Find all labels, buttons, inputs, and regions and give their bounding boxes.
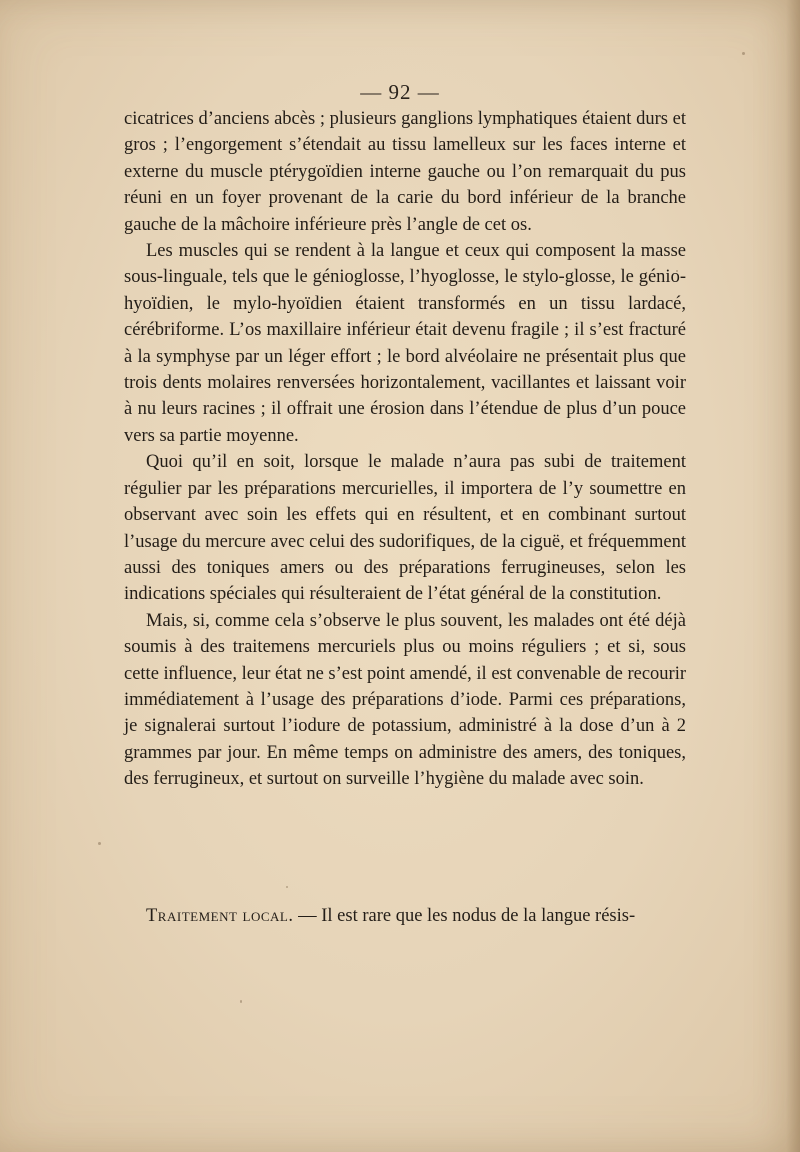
paper-speck [742, 52, 745, 55]
body-text [124, 106, 686, 793]
paragraph-continuation: cicatrices d’anciens abcès ; plusieurs ganglions lymphatiques étaient durs et gros ; l’engorgement s’étendait au tissu lamelleux sur les faces interne et externe du muscle ptérygoïdien interne gauche ou l’on remarquait du pus réuni en un foyer provenant de la carie du bord inférieur de la branche gauche de la mâchoire inférieure près l’angle de cet os. [124, 109, 686, 235]
paragraph-mercurial-treatment: Quoi qu’il en soit, lorsque le malade n’aura pas subi de traitement régulier par les préparations mercurielles, il importera de l’y soumettre en observant avec soin les effets qui en résultent, et en combinant surtout l’usage du mercure avec celui des sudorifiques, de la ciguë, et fréquemment aussi des toniques amers ou des préparations ferrugineuses, selon les indications spéciales qui résulteraient de l’état général de la constitution. [124, 452, 686, 605]
page-edge-shadow [786, 0, 800, 1152]
paper-speck [240, 1000, 242, 1003]
paper-speck [98, 842, 101, 845]
section-local-treatment [146, 903, 686, 929]
paper-speck [286, 886, 288, 888]
page-number: — 92 — [360, 80, 440, 104]
section-text: Il est rare que les nodus de la langue résis- [321, 906, 636, 926]
section-dash: — [293, 906, 322, 926]
paragraph-iodine-treatment: Mais, si, comme cela s’observe le plus souvent, les malades ont été déjà soumis à des traitemens mercuriels plus ou moins réguliers ; et si, sous cette influence, leur état ne s’est point amendé, il est convenable de recourir immédiatement à l’usage des préparations d’iode. Parmi ces préparations, je signalerai surtout l’iodure de potassium, administré à la dose d’un à 2 grammes par jour. En même temps on administre des amers, des toniques, des ferrugineux, et surtout on surveille l’hygiène du malade avec soin. [124, 610, 686, 790]
section-heading: Traitement local. [146, 906, 294, 926]
paper-speck [676, 270, 678, 272]
paragraph-muscles: Les muscles qui se rendent à la langue et ceux qui composent la masse sous-linguale, tels que le génioglosse, l’hyoglosse, le stylo-glosse, le génio-hyoïdien, le mylo-hyoïdien étaient transformés en un tissu lardacé, cérébriforme. L’os maxillaire inférieur était devenu fragile ; il s’est fracturé à la symphyse par un léger effort ; le bord alvéolaire ne présentait plus que trois dents molaires renversées horizontalement, vacillantes et laissant voir à nu leurs racines ; il offrait une érosion dans l’étendue de plus d’un pouce vers sa partie moyenne. [124, 241, 686, 446]
